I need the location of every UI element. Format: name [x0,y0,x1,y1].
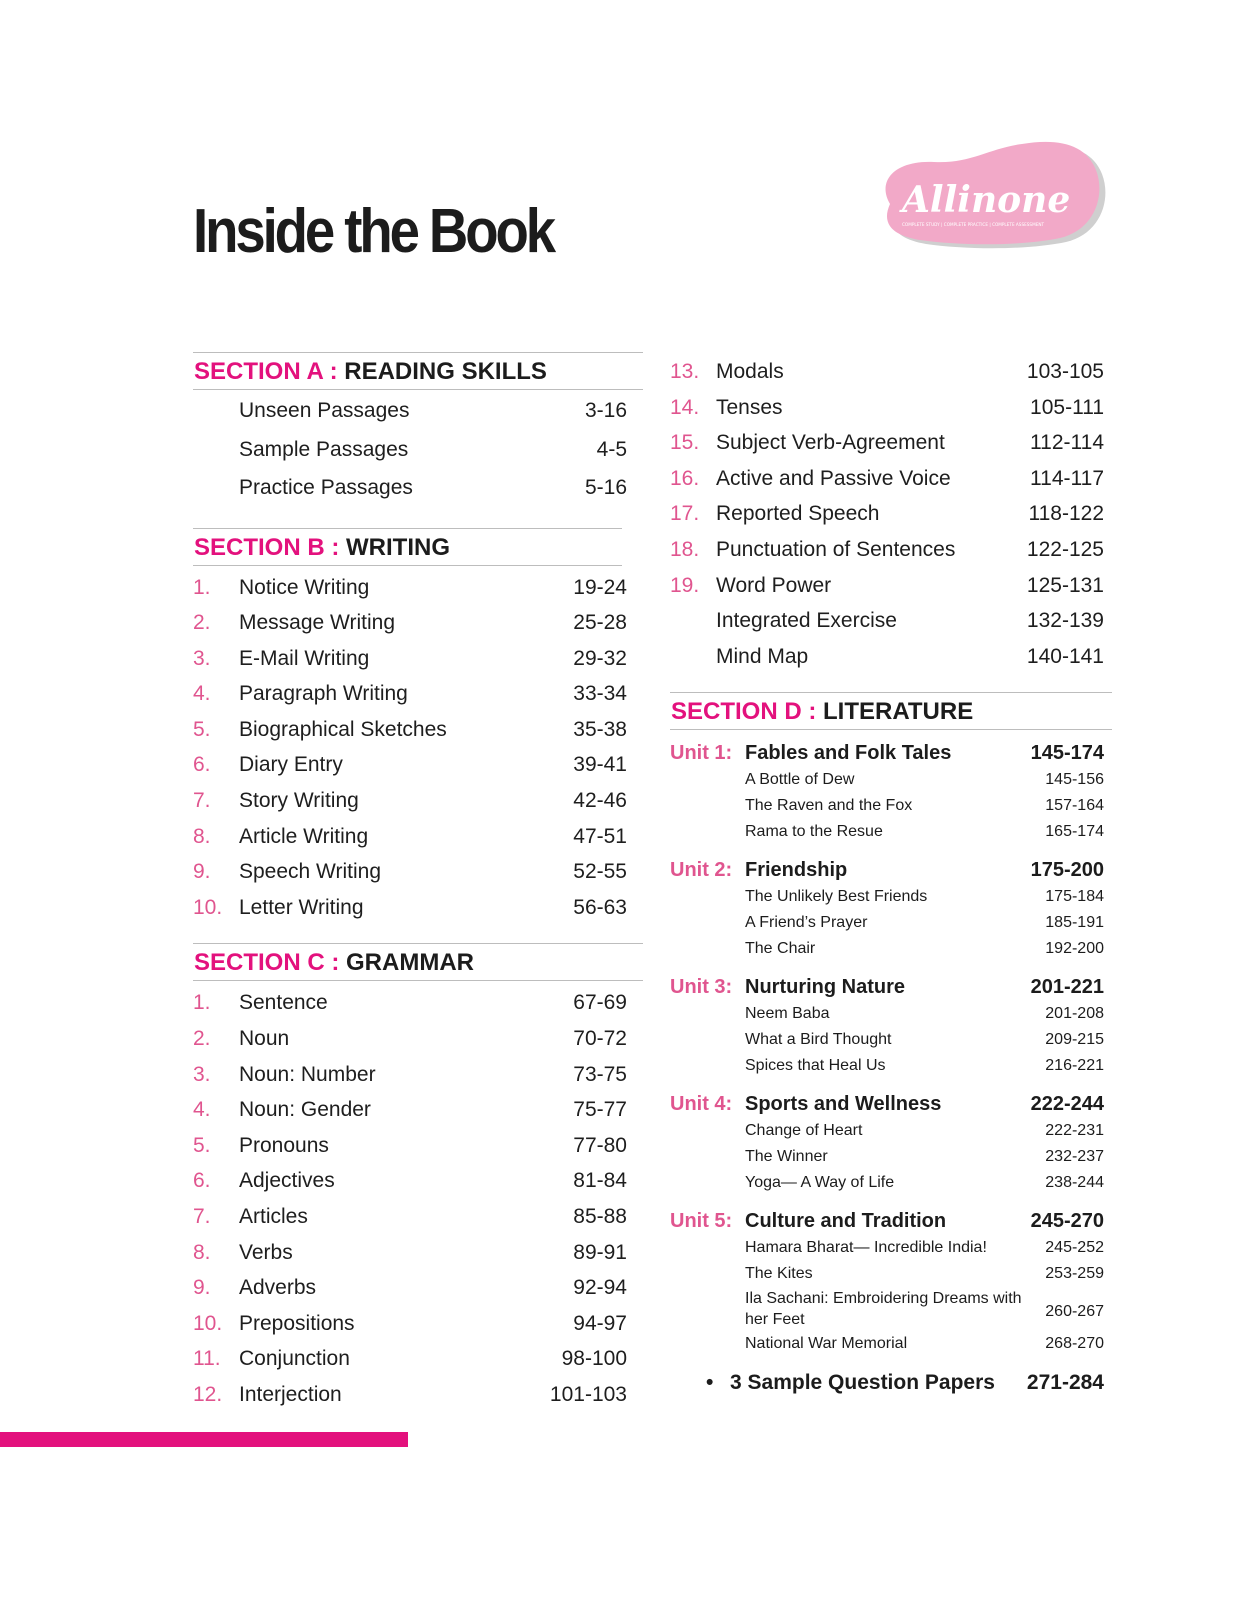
unit-block [670,739,1112,845]
allinone-logo [878,138,1110,256]
toc-entry[interactable] [193,1128,643,1164]
unit-heading[interactable] [670,856,1112,884]
toc-entry-pages: 47-51 [573,824,627,848]
toc-entry-label: Letter Writing [239,895,364,919]
toc-entry-pages: 98-100 [561,1347,627,1371]
unit-number: Unit 2: [670,859,733,882]
toc-entry[interactable] [193,1057,643,1093]
toc-entry-label: Interjection [239,1382,342,1406]
toc-entry[interactable] [670,425,1112,461]
unit-pages: 201-221 [1030,976,1104,999]
toc-entry[interactable] [193,1235,643,1271]
chapter-pages: 165-174 [1045,823,1104,841]
chapter-label: Ila Sachani: Embroidering Dreams with her Feet [745,1290,1022,1329]
sample-papers-pages: 271-284 [1026,1371,1104,1395]
toc-entry-label: Articles [239,1205,308,1228]
toc-entry-label: Subject Verb-Agreement [716,431,945,455]
toc-entry-label: Unseen Passages [239,399,410,422]
chapter-pages: 209-215 [1045,1031,1104,1049]
section-b-prefix: SECTION B : [194,533,347,561]
unit-pages: 245-270 [1030,1210,1104,1233]
chapter-entry[interactable] [670,1170,1112,1196]
unit-block [670,856,1112,962]
toc-entry-label: Sample Passages [239,437,409,461]
toc-entry-label: Integrated Exercise [716,609,897,633]
toc-entry-label: E-Mail Writing [239,646,370,670]
toc-entry-number: 15. [670,431,700,455]
toc-right-column [670,352,1112,1399]
bullet-icon: • [706,1371,714,1395]
section-c-prefix: SECTION C : [194,949,347,977]
toc-entry-number: 3. [193,646,211,670]
section-a-prefix: SECTION A : [194,358,345,385]
toc-entry-number: 10. [193,895,223,919]
toc-entry-number: 12. [193,1382,223,1406]
toc-entry-pages: 85-88 [573,1205,627,1228]
toc-entry[interactable] [193,431,643,470]
chapter-label: Rama to the Resue [745,823,883,841]
toc-entry[interactable] [670,639,1112,675]
chapter-label: Change of Heart [745,1122,863,1140]
section-d-name: LITERATURE [823,698,974,726]
page-title: Inside the Book [193,197,554,266]
toc-entry-number: 19. [670,573,700,597]
chapter-label: A Bottle of Dew [745,771,855,789]
toc-entry-number: 6. [193,1169,211,1193]
toc-entry-number: 11. [193,1347,221,1371]
toc-entry-pages: 39-41 [573,753,627,777]
toc-entry[interactable] [670,496,1112,532]
toc-entry-pages: 33-34 [573,682,627,706]
toc-entry-pages: 132-139 [1026,609,1104,633]
chapter-pages: 157-164 [1045,797,1104,815]
chapter-entry[interactable] [670,884,1112,910]
toc-entry-pages: 56-63 [573,895,627,919]
toc-entry[interactable] [193,890,643,926]
toc-entry-label: Verbs [239,1240,293,1264]
toc-entry-pages: 118-122 [1028,502,1104,526]
toc-entry[interactable] [193,641,643,677]
toc-entry-label: Active and Passive Voice [716,466,951,490]
svg-text:Allinone: Allinone [902,179,1071,221]
sample-papers-entry[interactable] [670,1367,1112,1399]
toc-entry-label: Adverbs [239,1276,317,1300]
section-d-heading [670,692,1112,730]
unit-block [670,1207,1112,1357]
toc-entry-label: Message Writing [239,611,396,635]
chapter-entry[interactable] [670,910,1112,936]
section-a-heading [193,352,643,390]
toc-entry-pages: 19-24 [573,575,627,599]
chapter-entry[interactable] [670,767,1112,793]
chapter-entry[interactable] [670,1331,1112,1357]
toc-entry-number: 5. [193,717,211,741]
toc-entry-number: 7. [193,1205,211,1228]
unit-number: Unit 1: [670,742,733,765]
chapter-pages: 175-184 [1045,888,1104,906]
toc-entry-pages: 89-91 [573,1240,627,1264]
chapter-pages: 245-252 [1045,1239,1104,1257]
section-d-units [670,730,1112,1399]
toc-entry-label: Noun: Gender [239,1098,371,1122]
chapter-pages: 238-244 [1045,1174,1104,1192]
toc-entry-pages: 42-46 [573,789,627,813]
toc-entry-number: 1. [193,991,211,1015]
section-b-name: WRITING [346,533,450,561]
chapter-pages: 253-259 [1045,1265,1104,1283]
toc-entry-number: 4. [193,1098,211,1122]
toc-entry[interactable] [193,570,643,606]
unit-title: Culture and Tradition [745,1210,947,1233]
chapter-label: A Friend’s Prayer [745,914,868,932]
chapter-label: The Winner [745,1148,828,1166]
chapter-label: What a Bird Thought [745,1031,892,1049]
toc-entry-pages: 114-117 [1030,466,1104,490]
toc-entry[interactable] [193,469,643,508]
unit-heading[interactable] [670,973,1112,1001]
unit-block [670,973,1112,1079]
toc-entry[interactable] [670,390,1112,426]
toc-entry[interactable] [193,985,643,1021]
toc-entry[interactable] [670,532,1112,568]
toc-entry-label: Tenses [716,395,783,419]
chapter-label: Hamara Bharat— Incredible India! [745,1239,987,1257]
toc-entry-number: 16. [670,466,700,490]
toc-entry-label: Mind Map [716,644,809,668]
toc-entry-label: Practice Passages [239,476,413,499]
unit-pages: 175-200 [1030,859,1104,882]
toc-entry-pages: 67-69 [573,991,627,1015]
section-c-name: GRAMMAR [346,949,474,977]
toc-entry[interactable] [193,1199,643,1235]
toc-entry-number: 13. [670,360,700,383]
toc-entry[interactable] [193,1092,643,1128]
section-c-list [193,981,643,1412]
toc-entry-label: Biographical Sketches [239,717,447,741]
toc-entry-pages: 75-77 [573,1098,627,1122]
toc-entry-label: Speech Writing [239,860,382,884]
accent-bar [0,1432,408,1447]
chapter-label: The Kites [745,1265,813,1283]
toc-entry-pages: 122-125 [1026,537,1104,561]
toc-entry-number: 2. [193,1027,211,1051]
toc-entry[interactable] [670,354,1112,390]
toc-entry-number: 5. [193,1133,211,1157]
toc-entry-pages: 105-111 [1030,395,1104,419]
section-b-heading [193,528,622,566]
toc-left-column [193,352,643,1413]
toc-entry[interactable] [193,1306,643,1342]
toc-entry[interactable] [193,712,643,748]
toc-entry-label: Word Power [716,573,832,597]
section-a-list [193,390,643,508]
unit-pages: 222-244 [1030,1093,1104,1116]
unit-number: Unit 3: [670,976,733,999]
toc-entry[interactable] [193,1021,643,1057]
unit-title: Nurturing Nature [745,976,905,999]
toc-entry-number: 1. [193,575,211,599]
toc-entry-pages: 94-97 [573,1311,627,1335]
unit-heading[interactable] [670,1090,1112,1118]
toc-entry-pages: 101-103 [549,1382,627,1406]
toc-entry[interactable] [193,783,643,819]
toc-entry[interactable] [193,854,643,890]
chapter-label: The Chair [745,940,816,958]
toc-entry[interactable] [670,461,1112,497]
section-a-name: READING SKILLS [344,358,547,385]
toc-entry-pages: 81-84 [573,1169,627,1193]
toc-entry-number: 4. [193,682,211,706]
toc-entry-number: 3. [193,1062,211,1086]
svg-text:COMPLETE STUDY | COMPLETE PRAC: COMPLETE STUDY | COMPLETE PRACTICE | COMPLETE ASSESSMENT [902,222,1045,227]
toc-entry[interactable] [670,603,1112,639]
toc-entry[interactable] [193,819,643,855]
unit-title: Sports and Wellness [745,1093,942,1116]
toc-entry-number: 14. [670,395,700,419]
toc-entry-label: Adjectives [239,1169,335,1193]
toc-entry[interactable] [193,1270,643,1306]
chapter-entry[interactable] [670,793,1112,819]
toc-entry-pages: 125-131 [1026,573,1104,597]
toc-entry-number: 9. [193,1276,211,1300]
chapter-entry[interactable] [670,1287,1112,1331]
toc-entry[interactable] [670,568,1112,604]
toc-entry-pages: 92-94 [573,1276,627,1300]
toc-entry[interactable] [193,676,643,712]
chapter-entry[interactable] [670,1027,1112,1053]
toc-entry-pages: 4-5 [596,437,627,461]
chapter-entry[interactable] [670,1144,1112,1170]
unit-number: Unit 5: [670,1210,733,1233]
unit-block [670,1090,1112,1196]
chapter-pages: 268-270 [1045,1335,1104,1353]
chapter-entry[interactable] [670,1001,1112,1027]
unit-pages: 145-174 [1030,742,1104,765]
chapter-pages: 222-231 [1045,1122,1104,1140]
sample-papers-label: 3 Sample Question Papers [730,1371,995,1395]
toc-entry-pages: 73-75 [573,1062,627,1086]
chapter-entry[interactable] [670,1261,1112,1287]
toc-entry[interactable] [193,1377,643,1413]
toc-entry-label: Modals [716,360,784,383]
toc-entry-label: Punctuation of Sentences [716,537,956,561]
chapter-label: Yoga— A Way of Life [745,1174,895,1192]
toc-entry-pages: 103-105 [1026,360,1104,383]
toc-entry-label: Story Writing [239,789,359,813]
chapter-label: Neem Baba [745,1005,830,1023]
chapter-pages: 201-208 [1045,1005,1104,1023]
section-d-prefix: SECTION D : [671,698,824,726]
chapter-entry[interactable] [670,1053,1112,1079]
toc-entry-pages: 29-32 [573,646,627,670]
toc-entry-number: 6. [193,753,211,777]
toc-entry-number: 8. [193,1240,211,1264]
toc-entry-pages: 52-55 [573,860,627,884]
chapter-entry[interactable] [670,936,1112,962]
toc-entry-label: Conjunction [239,1347,350,1371]
toc-entry-number: 17. [670,502,700,526]
toc-entry-label: Noun [239,1027,290,1051]
toc-entry-number: 10. [193,1311,223,1335]
chapter-pages: 216-221 [1045,1057,1104,1075]
section-c-list-continued [670,354,1112,674]
toc-entry-pages: 112-114 [1030,431,1104,455]
toc-entry-number: 7. [193,789,211,813]
toc-entry-number: 8. [193,824,211,848]
toc-entry[interactable] [193,747,643,783]
toc-entry[interactable] [193,392,643,431]
toc-entry-number: 18. [670,537,700,561]
toc-entry-label: Paragraph Writing [239,682,408,706]
chapter-pages: 185-191 [1045,914,1104,932]
toc-entry-label: Reported Speech [716,502,880,526]
toc-entry-label: Sentence [239,991,328,1015]
toc-entry-pages: 5-16 [584,476,627,499]
toc-entry[interactable] [193,1341,643,1377]
toc-entry[interactable] [193,1163,643,1199]
unit-title: Fables and Folk Tales [745,742,952,765]
chapter-entry[interactable] [670,1235,1112,1261]
toc-entry-label: Pronouns [239,1133,329,1157]
toc-entry-label: Notice Writing [239,575,370,599]
chapter-label: The Unlikely Best Friends [745,888,928,906]
toc-entry-pages: 77-80 [573,1133,627,1157]
unit-title: Friendship [745,859,848,882]
section-c-heading [193,943,643,981]
toc-entry-label: Prepositions [239,1311,355,1335]
toc-entry[interactable] [193,605,643,641]
toc-entry-label: Article Writing [239,824,369,848]
toc-entry-label: Noun: Number [239,1062,376,1086]
chapter-pages: 260-267 [1045,1303,1104,1321]
chapter-label: Spices that Heal Us [745,1057,886,1075]
unit-number: Unit 4: [670,1093,733,1116]
toc-entry-pages: 70-72 [573,1027,627,1051]
chapter-label: National War Memorial [745,1335,908,1353]
chapter-pages: 232-237 [1045,1148,1104,1166]
toc-entry-pages: 35-38 [573,717,627,741]
chapter-entry[interactable] [670,1118,1112,1144]
unit-heading[interactable] [670,739,1112,767]
toc-entry-pages: 3-16 [584,399,627,422]
toc-entry-pages: 140-141 [1026,644,1104,668]
chapter-pages: 145-156 [1045,771,1104,789]
chapter-pages: 192-200 [1045,940,1104,958]
section-b-list [193,566,643,926]
toc-entry-label: Diary Entry [239,753,343,777]
toc-entry-number: 9. [193,860,211,884]
chapter-label: The Raven and the Fox [745,797,913,815]
toc-entry-pages: 25-28 [573,611,627,635]
unit-heading[interactable] [670,1207,1112,1235]
chapter-entry[interactable] [670,819,1112,845]
toc-entry-number: 2. [193,611,211,635]
